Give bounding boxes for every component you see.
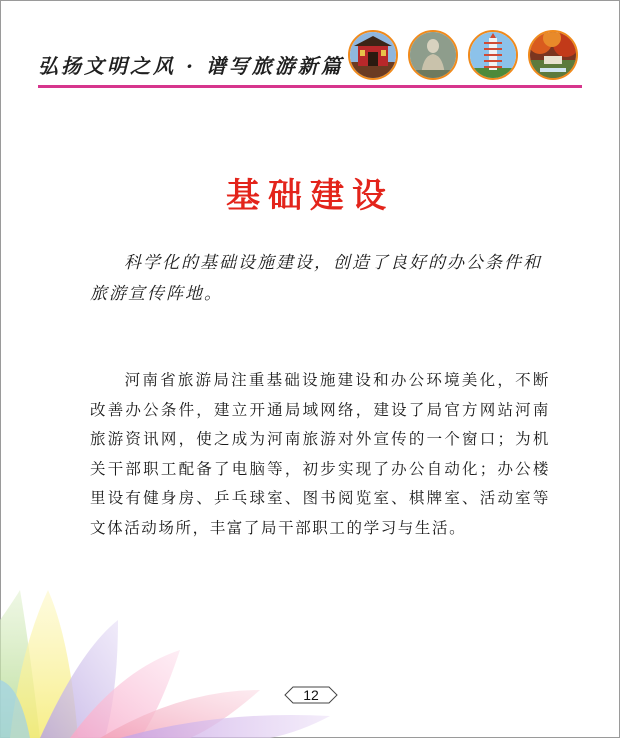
- autumn-landscape-photo-icon: [528, 30, 578, 80]
- body-text: 河南省旅游局注重基础设施建设和办公环境美化，不断改善办公条件，建立开通局域网络，建设了局官方网站河南旅游资讯网，使之成为河南旅游对外宣传的一个窗口；为机关干部职工配备了电脑等，初步实现了办公自动化；办公楼里设有健身房、乒乓球室、图书阅览室、棋牌室、活动室等文体活动场所，丰富了局干部职工的学习与生活。: [90, 371, 550, 537]
- section-title: 基础建设: [226, 176, 394, 216]
- lead-text: 科学化的基础设施建设，创造了良好的办公条件和旅游宣传阵地。: [90, 253, 542, 304]
- temple-gate-photo-icon: [348, 30, 398, 80]
- body-paragraph: [90, 366, 550, 543]
- header-title: 弘扬文明之风 · 谱写旅游新篇: [38, 54, 344, 78]
- petal-fan-decoration-icon: [0, 590, 330, 738]
- header-rule: [38, 85, 582, 88]
- pagoda-photo-icon: [468, 30, 518, 80]
- page-number-text: 12: [303, 687, 319, 703]
- page-number: [284, 686, 338, 704]
- lead-paragraph: [90, 248, 560, 310]
- buddha-statue-photo-icon: [408, 30, 458, 80]
